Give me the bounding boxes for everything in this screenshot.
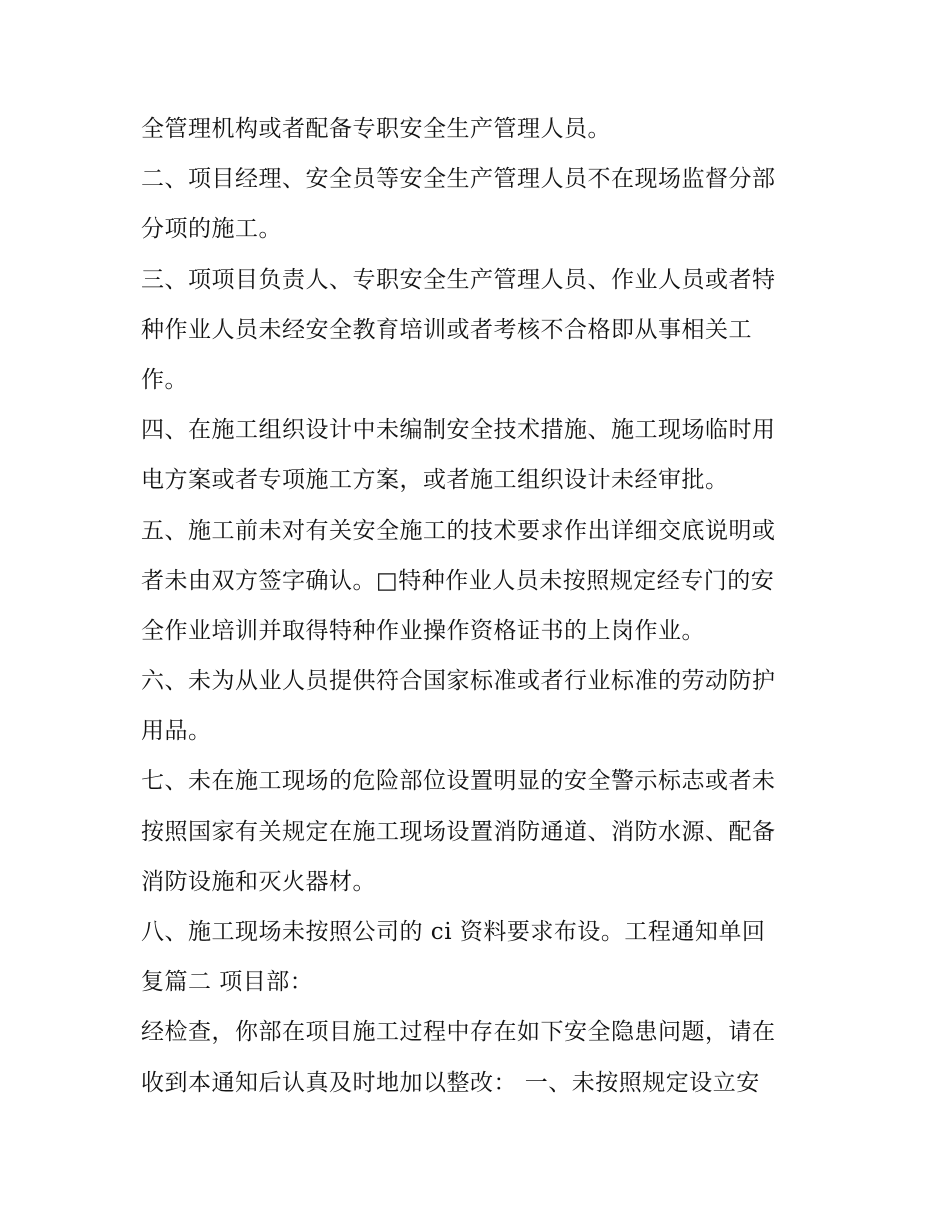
text-line: 者未由双方签字确认。□特种作业人员未按照规定经专门的安: [141, 567, 775, 594]
text-line: 电方案或者专项施工方案，或者施工组织设计未经审批。: [141, 467, 729, 494]
text-line: 作。: [141, 366, 188, 393]
text-line: 五、施工前未对有关安全施工的技术要求作出详细交底说明或: [141, 517, 776, 544]
text-line: 收到本通知后认真及时地加以整改： 一、未按照规定设立安: [141, 1069, 760, 1096]
text-line: 按照国家有关规定在施工现场设置消防通道、消防水源、配备: [141, 818, 776, 845]
text-line: 全作业培训并取得特种作业操作资格证书的上岗作业。: [141, 617, 705, 644]
text-line: 六、未为从业人员提供符合国家标准或者行业标准的劳动防护: [141, 668, 776, 695]
text-line: 种作业人员未经安全教育培训或者考核不合格即从事相关工: [141, 316, 752, 343]
text-line: 复篇二 项目部：: [141, 969, 314, 996]
text-line: 消防设施和灭火器材。: [141, 868, 376, 895]
text-line: 二、项目经理、安全员等安全生产管理人员不在现场监督分部: [141, 166, 776, 193]
text-line: 全管理机构或者配备专职安全生产管理人员。: [141, 116, 611, 142]
text-line: 三、项项目负责人、专职安全生产管理人员、作业人员或者特: [141, 266, 776, 293]
text-line: 七、未在施工现场的危险部位设置明显的安全警示标志或者未: [141, 768, 776, 795]
text-line: 四、在施工组织设计中未编制安全技术措施、施工现场临时用: [141, 417, 776, 444]
document-body: [141, 104, 821, 1108]
text-line: 用品。: [141, 718, 212, 745]
text-line: 经检查，你部在项目施工过程中存在如下安全隐患问题，请在: [141, 1019, 776, 1046]
text-line: 八、施工现场未按照公司的 ci 资料要求布设。工程通知单回: [141, 919, 766, 945]
text-line: 分项的施工。: [141, 216, 282, 243]
